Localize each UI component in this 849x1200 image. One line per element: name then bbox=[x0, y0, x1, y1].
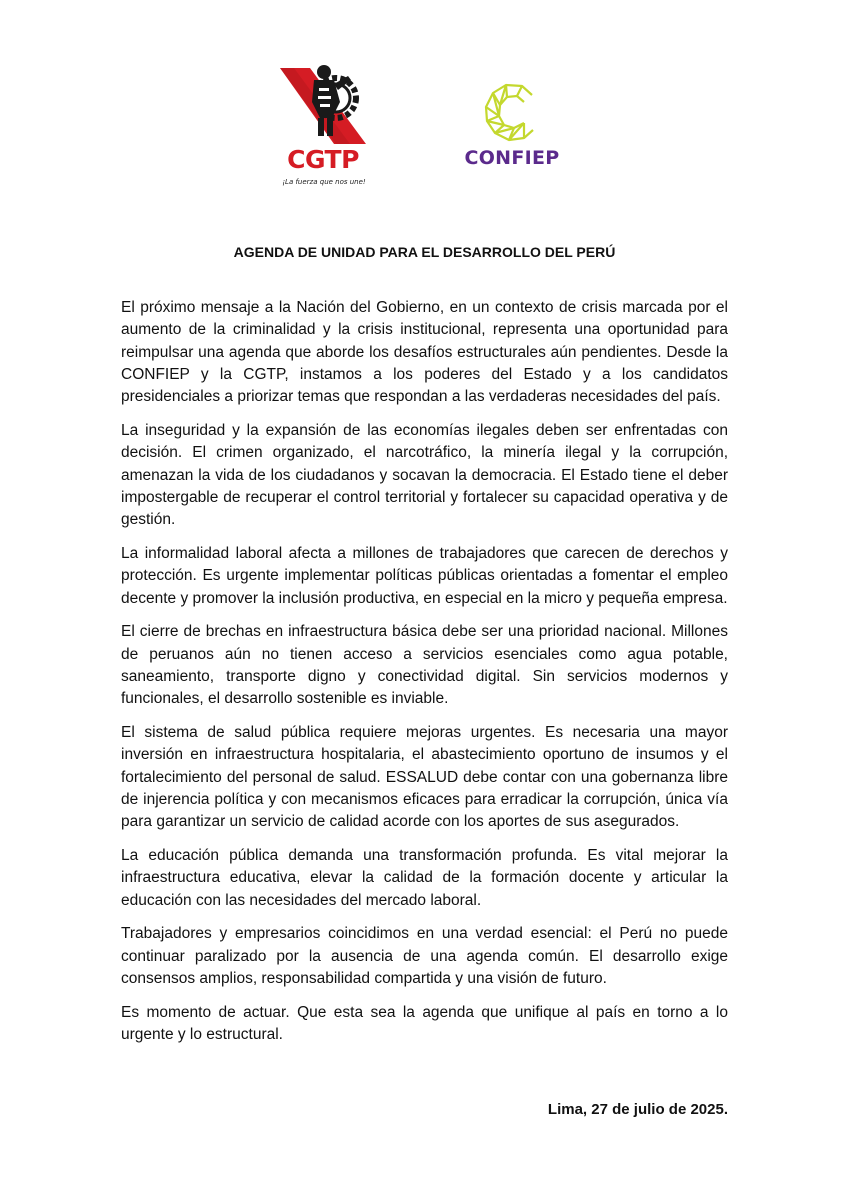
confiep-wordmark: CONFIEP bbox=[464, 147, 560, 169]
paragraph: El cierre de brechas en infraestructura básica debe ser una prioridad nacional. Millones de peruanos aún no tienen acceso a servicios esenciales como agua potable, saneamiento, transporte digno y conectividad digital. Sin servicios modernos y funcionales, el desarrollo sostenible es inviable. bbox=[121, 623, 728, 708]
confiep-c-mark-icon bbox=[482, 81, 542, 143]
place-and-date: Lima, 27 de julio de 2025. bbox=[547, 1101, 728, 1118]
paragraph: El sistema de salud pública requiere mejoras urgentes. Es necesaria una mayor inversión en infraestructura hospitalaria, el abastecimiento oportuno de insumos y el fortalecimiento del personal de salud. ESSALUD debe contar con una gobernanza libre de injerencia política y con mecanismos eficaces para erradicar la corrupción, única vía para garantizar un servicio de calidad acorde con los aportes de sus asegurados. bbox=[121, 724, 728, 831]
paragraph: La informalidad laboral afecta a millones de trabajadores que carecen de derechos y protección. Es urgente implementar políticas públicas orientadas a fomentar el empleo decente y promover la inclusión productiva, en especial en la micro y pequeña empresa. bbox=[121, 544, 728, 607]
cgtp-emblem-icon bbox=[274, 58, 370, 154]
cgtp-wordmark: CGTP bbox=[287, 145, 359, 174]
paragraph: Es momento de actuar. Que esta sea la agenda que unifique al país en torno a lo urgente y lo estructural. bbox=[121, 1003, 728, 1044]
cgtp-tagline: ¡La fuerza que nos une! bbox=[282, 178, 366, 186]
document-body bbox=[121, 297, 728, 1058]
confiep-logo bbox=[455, 78, 575, 174]
paragraph: La educación pública demanda una transformación profunda. Es vital mejorar la infraestructura educativa, elevar la calidad de la formación docente y articular la educación con las necesidades del mercado laboral. bbox=[121, 847, 728, 909]
paragraph: Trabajadores y empresarios coincidimos en una verdad esencial: el Perú no puede continuar paralizado por la ausencia de una agenda común. El desarrollo exige consensos amplios, responsabilidad compartida y una visión de futuro. bbox=[121, 925, 728, 988]
cgtp-logo bbox=[274, 58, 370, 194]
document-title: AGENDA DE UNIDAD PARA EL DESARROLLO DEL PERÚ bbox=[233, 244, 616, 260]
paragraph: El próximo mensaje a la Nación del Gobierno, en un contexto de crisis marcada por el aumento de la criminalidad y la crisis institucional, representa una oportunidad para reimpulsar una agenda que aborde los desafíos estructurales aún pendientes. Desde la CONFIEP y la CGTP, instamos a los poderes del Estado y a los candidatos presidenciales a priorizar temas que respondan a las verdaderas necesidades del país. bbox=[121, 299, 728, 406]
paragraph: La inseguridad y la expansión de las economías ilegales deben ser enfrentadas con decisión. El crimen organizado, el narcotráfico, la minería ilegal y la corrupción, amenazan la vida de los ciudadanos y socavan la democracia. El Estado tiene el deber impostergable de recuperar el control territorial y fortalecer su capacidad operativa y de gestión. bbox=[121, 421, 728, 529]
